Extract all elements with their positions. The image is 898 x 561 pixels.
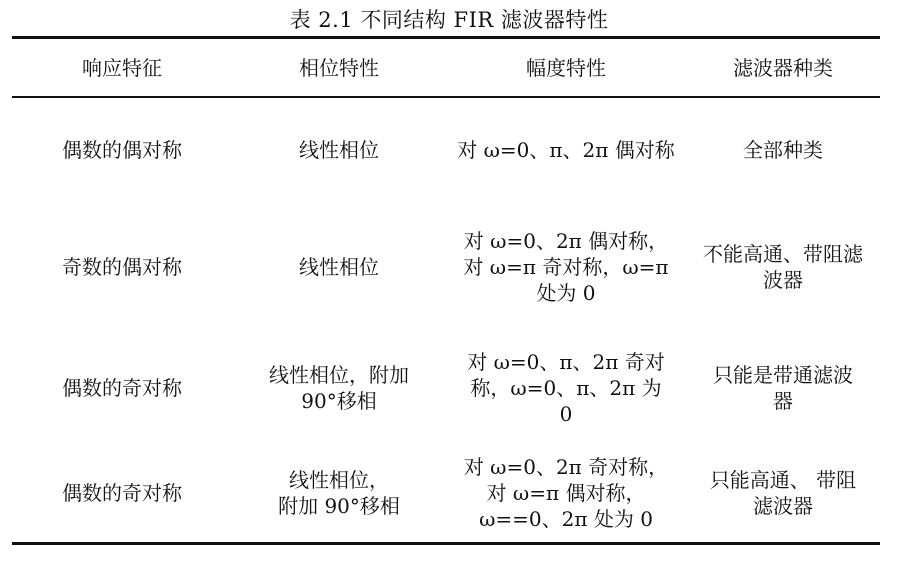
table-row	[12, 332, 880, 444]
cell-filter-type: 全部种类	[743, 138, 823, 162]
table-row	[12, 444, 880, 542]
cell-amplitude-characteristic: 对 ω=0、π、2π 偶对称	[457, 138, 675, 162]
cell-amplitude-characteristic: 对 ω=0、2π 偶对称， 对 ω=π 奇对称，ω=π 处为 0	[463, 229, 669, 305]
cell-phase-characteristic: 线性相位， 附加 90°移相	[278, 468, 400, 518]
header-response-feature: 响应特征	[82, 55, 162, 80]
header-amplitude-characteristic: 幅度特性	[526, 55, 606, 80]
table-header-row	[12, 39, 880, 96]
cell-amplitude-characteristic: 对 ω=0、2π 奇对称， 对 ω=π 偶对称， ω==0、2π 处为 0	[463, 455, 669, 531]
table-bottom-rule	[12, 542, 880, 545]
cell-filter-type: 只能高通、 带阻 滤波器	[709, 468, 857, 518]
cell-filter-type: 只能是带通滤波 器	[713, 363, 853, 413]
cell-phase-characteristic: 线性相位	[299, 138, 379, 162]
table-caption: 表 2.1 不同结构 FIR 滤波器特性	[289, 8, 609, 32]
table-row	[12, 98, 880, 202]
cell-amplitude-characteristic: 对 ω=0、π、2π 奇对 称，ω=0、π、2π 为 0	[467, 350, 665, 426]
cell-response-feature: 偶数的奇对称	[62, 376, 182, 400]
header-phase-characteristic: 相位特性	[299, 55, 379, 80]
cell-response-feature: 奇数的偶对称	[62, 255, 182, 279]
cell-phase-characteristic: 线性相位	[299, 255, 379, 279]
cell-filter-type: 不能高通、带阻滤 波器	[703, 242, 863, 292]
table-row	[12, 202, 880, 332]
cell-response-feature: 偶数的奇对称	[62, 481, 182, 505]
cell-response-feature: 偶数的偶对称	[62, 138, 182, 162]
cell-phase-characteristic: 线性相位，附加 90°移相	[269, 363, 409, 413]
header-filter-type: 滤波器种类	[733, 55, 833, 80]
